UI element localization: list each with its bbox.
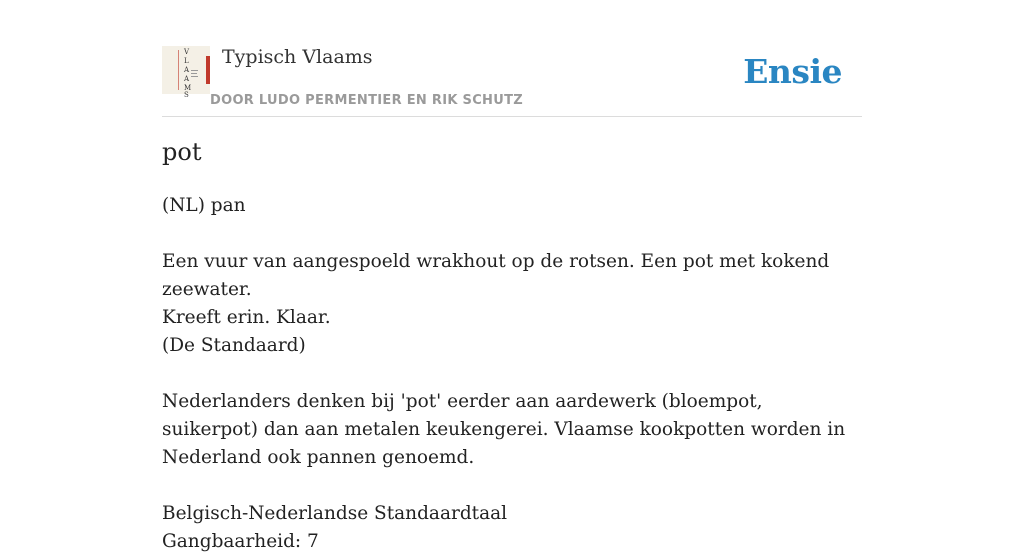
book-cover-icon xyxy=(162,46,210,99)
entry-quote-line-1: Een vuur van aangespoeld wrakhout op de rotsen. Een pot met kokend zeewater. xyxy=(162,251,830,300)
entry-note: Gangbaarheid: 7 xyxy=(162,531,319,552)
paragraph-gap xyxy=(162,220,862,248)
avatar-letter-a2: A xyxy=(184,75,190,83)
book-title-link[interactable]: Typisch Vlaams xyxy=(222,46,373,68)
book-cover-avatar[interactable] xyxy=(162,46,210,99)
entry-translation: (NL) pan xyxy=(162,195,246,216)
entry-title: pot xyxy=(162,138,202,166)
avatar-letter-s: S xyxy=(184,91,189,99)
entry-category: Belgisch-Nederlandse Standaardtaal xyxy=(162,503,508,524)
avatar-letter-v: V xyxy=(184,48,190,56)
avatar-letter-a1: A xyxy=(184,66,190,74)
avatar-letter-l: L xyxy=(184,57,189,65)
avatar-letter-m: M xyxy=(184,84,192,92)
paragraph-gap xyxy=(162,472,862,500)
entry-quote-line-2: Kreeft erin. Klaar. xyxy=(162,307,331,328)
ensie-logo-link[interactable]: Ensie xyxy=(743,52,842,91)
entry-content xyxy=(162,192,862,556)
paragraph-gap xyxy=(162,360,862,388)
entry-quote-source: (De Standaard) xyxy=(162,335,306,356)
book-authors: DOOR LUDO PERMENTIER EN RIK SCHUTZ xyxy=(210,93,523,108)
entry-explanation: Nederlanders denken bij 'pot' eerder aan aardewerk (bloempot, suikerpot) dan aan metalen keukengerei. Vlaamse kookpotten worden in Nederland ook pannen genoemd. xyxy=(162,391,846,468)
book-header xyxy=(162,44,862,117)
